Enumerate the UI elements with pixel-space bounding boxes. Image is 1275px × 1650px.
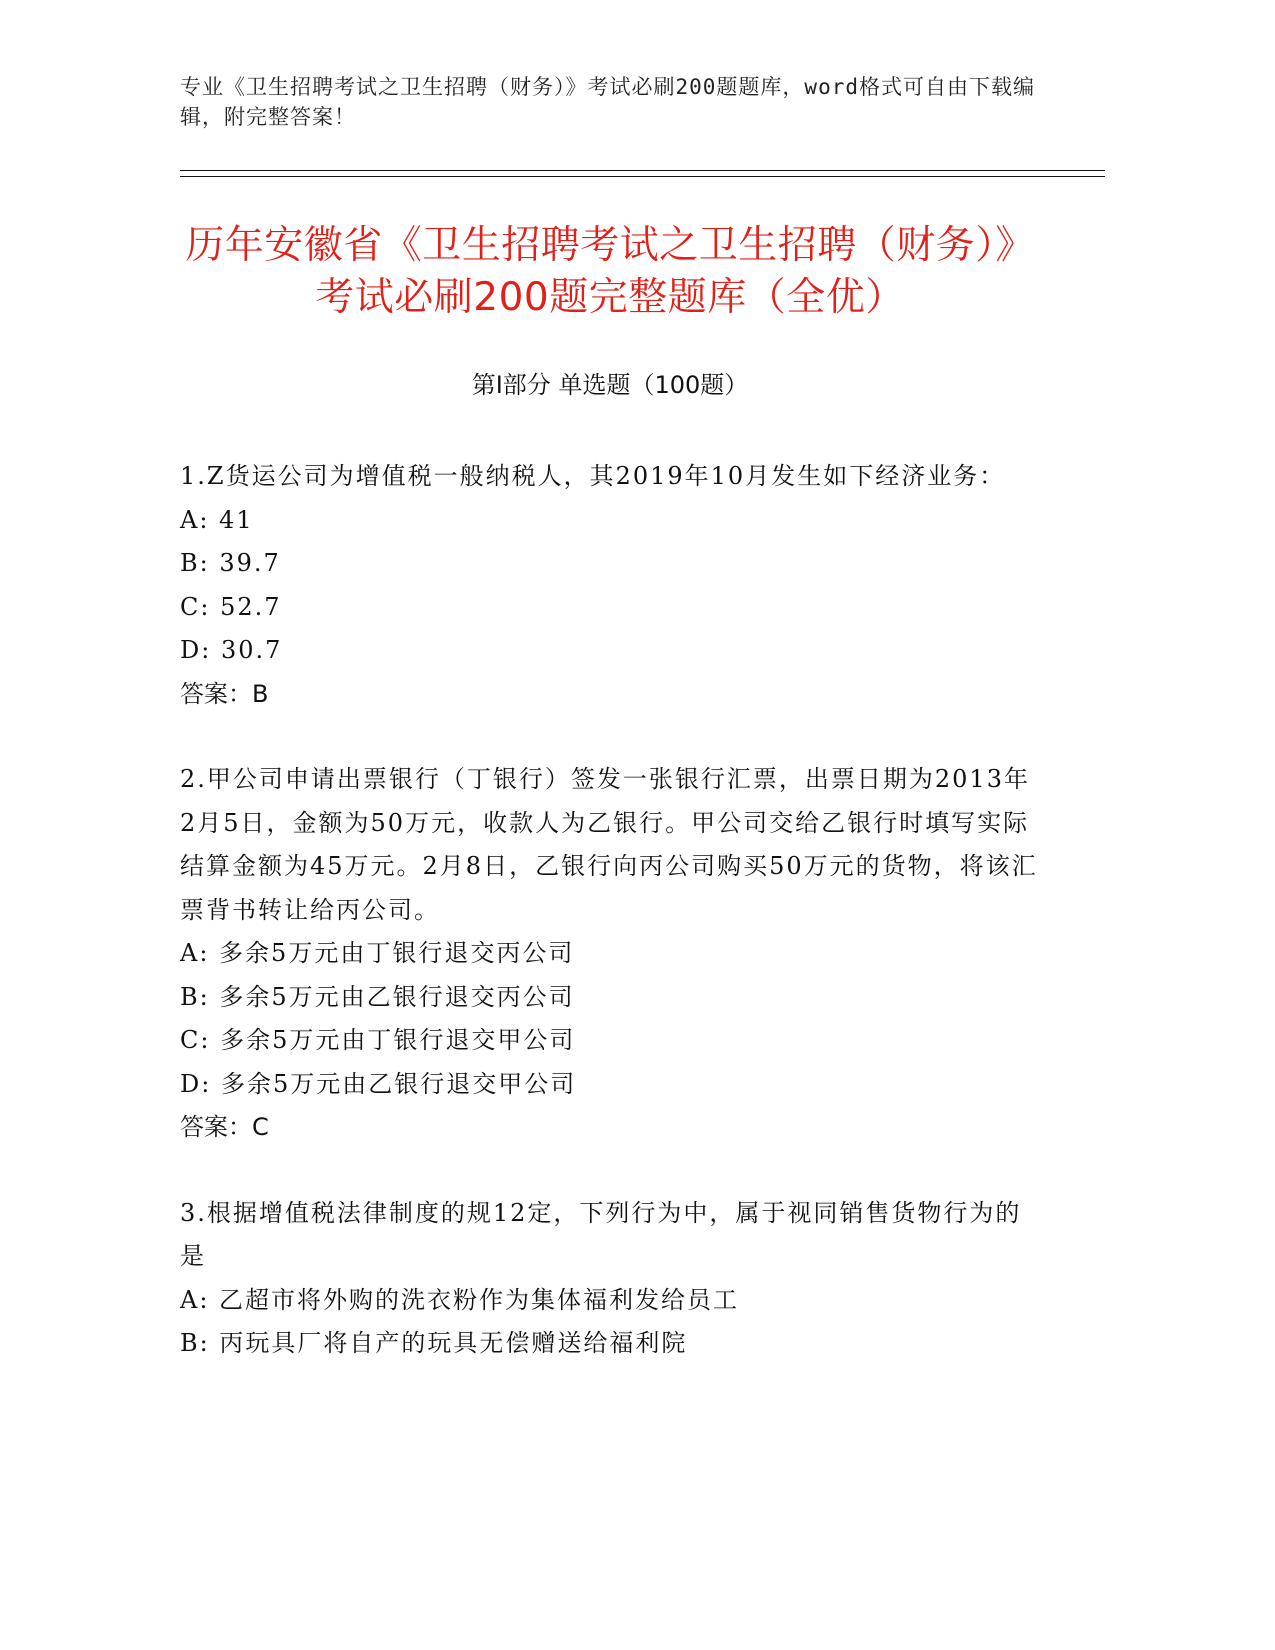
question-3 — [180, 1192, 1040, 1366]
option-d: D: 多余5万元由乙银行退交甲公司 — [180, 1069, 577, 1098]
header-divider-top — [180, 170, 1105, 171]
option-b: B: 丙玩具厂将自产的玩具无偿赠送给福利院 — [180, 1329, 688, 1357]
option-d: D: 30.7 — [180, 636, 283, 664]
section-heading: 第I部分 单选题（100题） — [471, 371, 749, 399]
question-stem: 3.根据增值税法律制度的规12定，下列行为中，属于视同销售货物行为的是 — [180, 1198, 1022, 1270]
option-b: B: 39.7 — [180, 549, 281, 577]
question-1 — [180, 455, 1040, 716]
question-list — [180, 455, 1040, 1408]
header-note: 专业《卫生招聘考试之卫生招聘（财务）》考试必刷200题题库，word格式可自由下载编辑，附完整答案！ — [180, 75, 1035, 129]
option-c: C: 52.7 — [180, 592, 282, 621]
question-stem: 2.甲公司申请出票银行（丁银行）签发一张银行汇票，出票日期为2013年2月5日，金额为50万元，收款人为乙银行。甲公司交给乙银行时填写实际结算金额为45万元。2月8日，乙银行向丙公司购买50万元的货物，将该汇票背书转让给丙公司。 — [180, 765, 1038, 924]
option-b: B: 多余5万元由乙银行退交丙公司 — [180, 982, 575, 1011]
question-2 — [180, 758, 1040, 1150]
document-title: 历年安徽省《卫生招聘考试之卫生招聘（财务）》考试必刷200题完整题库（全优） — [185, 223, 1035, 320]
option-c: C: 多余5万元由丁银行退交甲公司 — [180, 1026, 576, 1054]
option-a: A: 41 — [180, 505, 254, 534]
answer-label: 答案：B — [180, 679, 269, 708]
header-divider-bottom — [180, 176, 1105, 177]
option-a: A: 多余5万元由丁银行退交丙公司 — [180, 939, 575, 967]
option-a: A: 乙超市将外购的洗衣粉作为集体福利发给员工 — [180, 1285, 740, 1314]
answer-label: 答案：C — [180, 1113, 269, 1141]
question-stem: 1.Z货运公司为增值税一般纳税人，其2019年10月发生如下经济业务： — [180, 462, 1006, 490]
